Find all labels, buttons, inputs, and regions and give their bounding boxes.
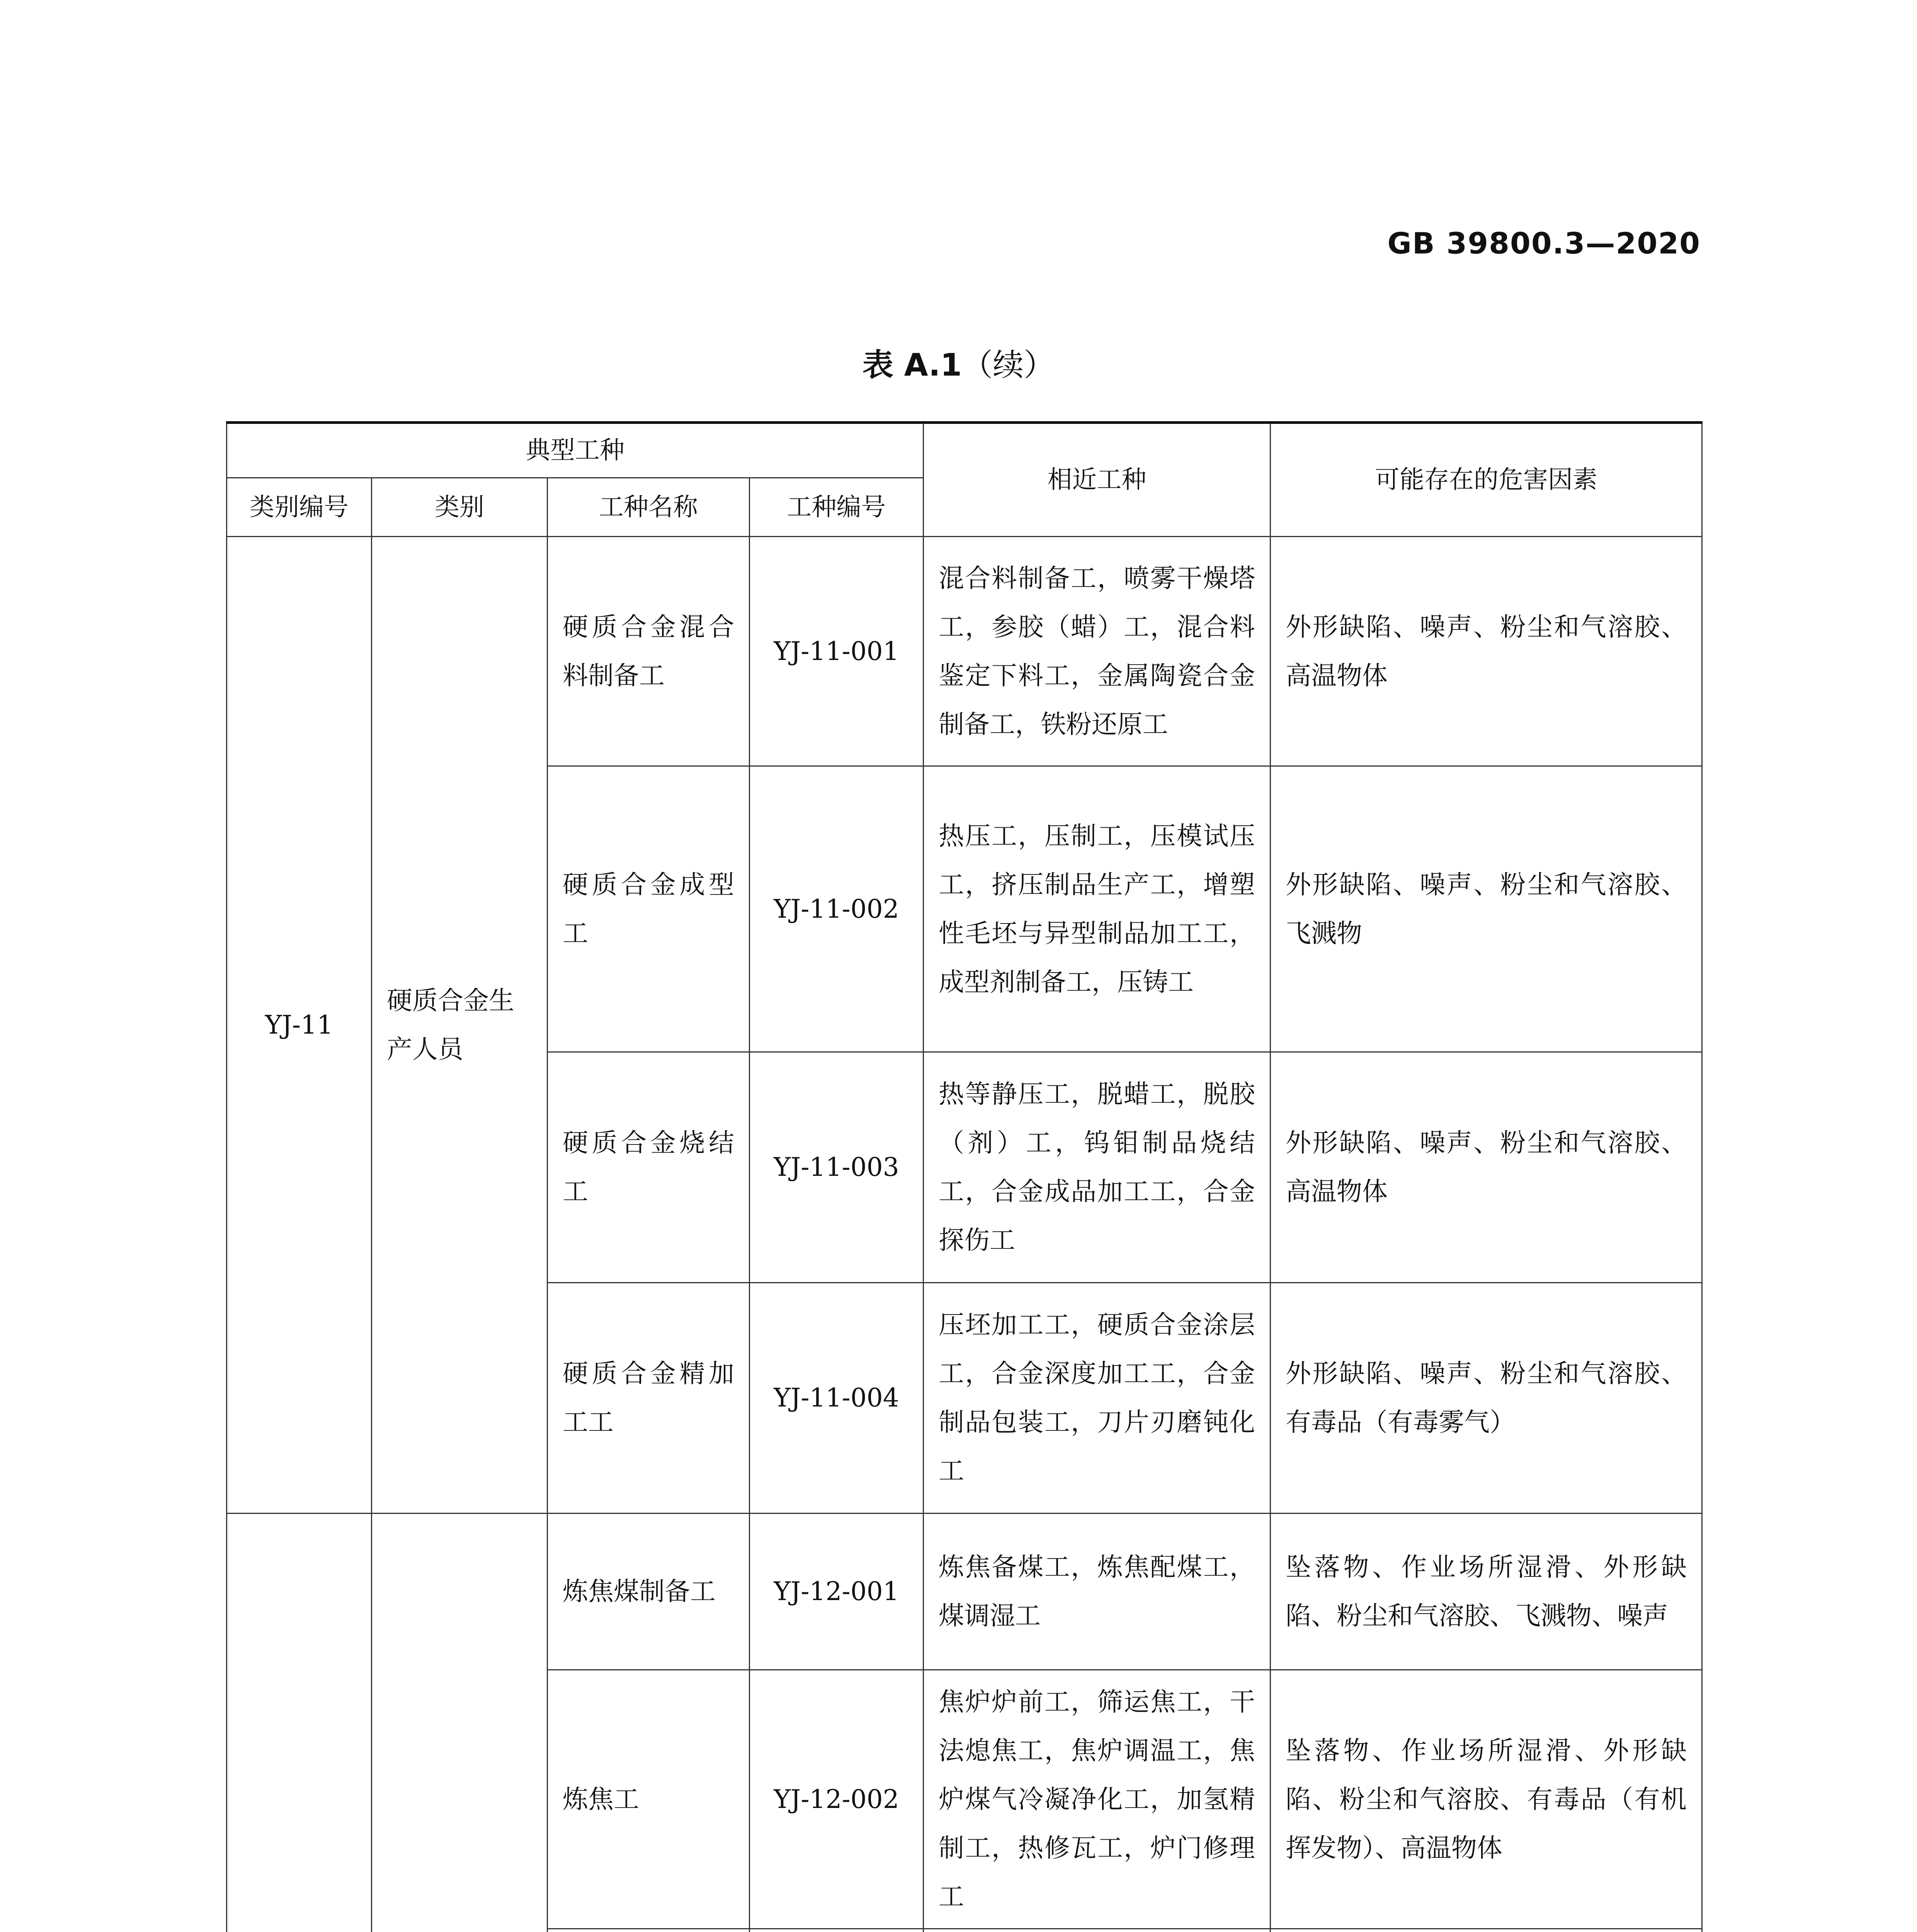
header-category-code: 类别编号	[227, 478, 372, 537]
header-job-name: 工种名称	[548, 478, 750, 537]
similar-jobs-cell: 混合料制备工，喷雾干燥塔工，参胶（蜡）工，混合料鉴定下料工，金属陶瓷合金制备工，铁粉还原工	[924, 537, 1271, 766]
header-similar-jobs: 相近工种	[924, 423, 1271, 537]
similar-jobs-cell: 压坯加工工，硬质合金涂层工，合金深度加工工，合金制品包装工，刀片刃磨钝化工	[924, 1283, 1271, 1514]
job-name-cell: 硬质合金烧结工	[548, 1052, 750, 1283]
category-code-cell: YJ-11	[227, 537, 372, 1514]
table-row	[227, 1514, 1702, 1670]
hazards-cell: 坠落物、作业场所湿滑、外形缺陷、粉尘和气溶胶、有毒品（有机挥发物）、高温物体	[1271, 1670, 1702, 1929]
job-code-cell: YJ-11-004	[750, 1283, 924, 1514]
hazards-cell: 外形缺陷、噪声、粉尘和气溶胶、有毒品（有毒雾气）	[1271, 1283, 1702, 1514]
header-job-code: 工种编号	[750, 478, 924, 537]
hazards-cell	[1271, 1929, 1702, 1932]
hazards-cell: 外形缺陷、噪声、粉尘和气溶胶、飞溅物	[1271, 766, 1702, 1052]
job-name-cell: 硬质合金混合料制备工	[548, 537, 750, 766]
similar-jobs-cell	[924, 1929, 1271, 1932]
hazards-cell: 坠落物、作业场所湿滑、外形缺陷、粉尘和气溶胶、飞溅物、噪声	[1271, 1514, 1702, 1670]
similar-jobs-cell: 焦炉炉前工，筛运焦工，干法熄焦工，焦炉调温工，焦炉煤气冷凝净化工，加氢精制工，热修瓦工，炉门修理工	[924, 1670, 1271, 1929]
table-title	[0, 340, 1917, 384]
job-code-cell: YJ-11-002	[750, 766, 924, 1052]
category-cell	[372, 1514, 548, 1932]
job-code-cell: YJ-12-001	[750, 1514, 924, 1670]
header-typical-jobs: 典型工种	[227, 423, 924, 478]
standard-code: GB 39800.3—2020	[1387, 226, 1701, 260]
hazard-table	[226, 421, 1703, 1932]
header-hazards: 可能存在的危害因素	[1271, 423, 1702, 537]
job-code-cell	[750, 1929, 924, 1932]
job-name-cell: 硬质合金成型工	[548, 766, 750, 1052]
category-cell: 硬质合金生产人员	[372, 537, 548, 1514]
hazards-cell: 外形缺陷、噪声、粉尘和气溶胶、高温物体	[1271, 1052, 1702, 1283]
similar-jobs-cell: 热压工，压制工，压模试压工，挤压制品生产工，增塑性毛坯与异型制品加工工，成型剂制备工，压铸工	[924, 766, 1271, 1052]
table-row	[227, 537, 1702, 766]
header-category: 类别	[372, 478, 548, 537]
job-code-cell: YJ-11-001	[750, 537, 924, 766]
similar-jobs-cell: 炼焦备煤工，炼焦配煤工，煤调湿工	[924, 1514, 1271, 1670]
category-code-cell	[227, 1514, 372, 1932]
table-title-main: 表 A.1	[862, 347, 962, 383]
table-title-suffix: （续）	[962, 347, 1055, 383]
job-name-cell: 炼焦工	[548, 1670, 750, 1929]
similar-jobs-cell: 热等静压工，脱蜡工，脱胶（剂）工，钨钼制品烧结工，合金成品加工工，合金探伤工	[924, 1052, 1271, 1283]
job-code-cell: YJ-11-003	[750, 1052, 924, 1283]
job-name-cell	[548, 1929, 750, 1932]
hazards-cell: 外形缺陷、噪声、粉尘和气溶胶、高温物体	[1271, 537, 1702, 766]
job-name-cell: 硬质合金精加工工	[548, 1283, 750, 1514]
job-name-cell: 炼焦煤制备工	[548, 1514, 750, 1670]
job-code-cell: YJ-12-002	[750, 1670, 924, 1929]
